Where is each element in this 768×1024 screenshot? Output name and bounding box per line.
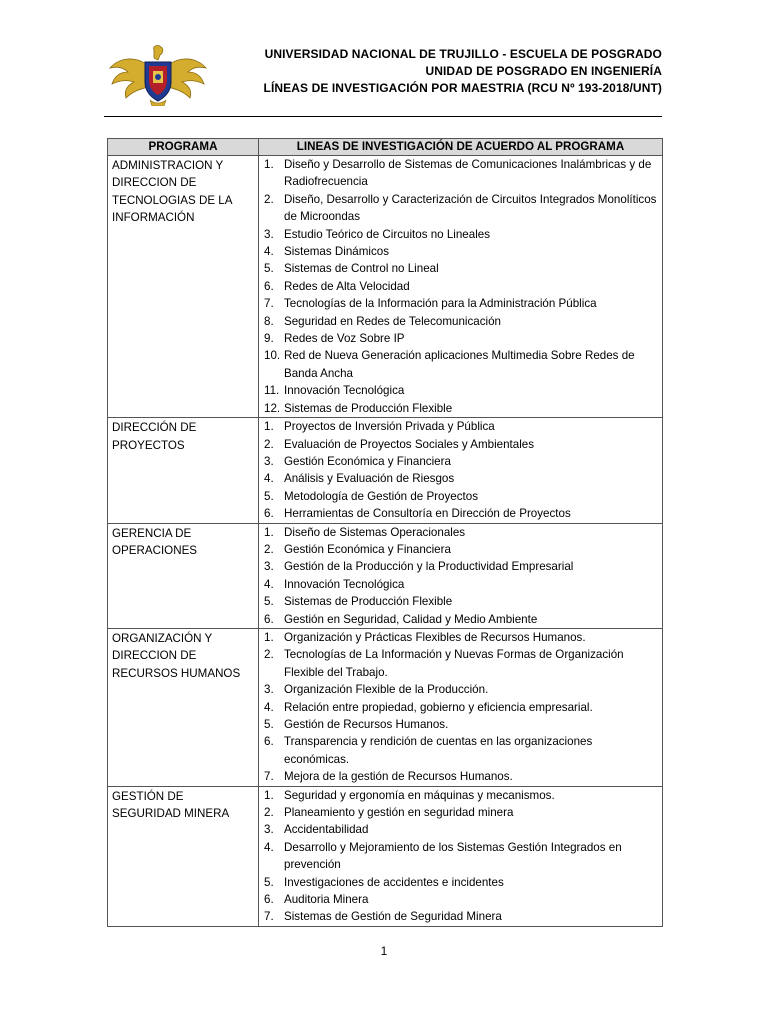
list-item-text: Relación entre propiedad, gobierno y eficiencia empresarial. bbox=[284, 700, 593, 714]
research-lines-list bbox=[259, 787, 662, 926]
list-item bbox=[259, 313, 662, 330]
program-name: GERENCIA DE OPERACIONES bbox=[112, 526, 198, 557]
list-item bbox=[259, 839, 662, 874]
header-university: UNIVERSIDAD NACIONAL DE TRUJILLO - ESCUELA DE POSGRADO bbox=[264, 47, 662, 61]
program-cell bbox=[108, 418, 259, 523]
column-header-lineas: LINEAS DE INVESTIGACIÓN DE ACUERDO AL PROGRAMA bbox=[259, 139, 663, 156]
list-item-text: Herramientas de Consultoría en Dirección de Proyectos bbox=[284, 507, 571, 521]
list-item-text: Metodología de Gestión de Proyectos bbox=[284, 489, 478, 503]
list-item-number: 1. bbox=[264, 630, 274, 644]
list-item bbox=[259, 400, 662, 417]
list-item-text: Tecnologías de La Información y Nuevas Formas de Organización Flexible del Trabajo. bbox=[284, 648, 624, 679]
header-unit: UNIDAD DE POSGRADO EN INGENIERÍA bbox=[425, 64, 662, 78]
list-item-text: Desarrollo y Mejoramiento de los Sistemas Gestión Integrados en prevención bbox=[284, 840, 622, 872]
list-item-text: Gestión Económica y Financiera bbox=[284, 454, 451, 468]
lines-cell bbox=[259, 628, 663, 786]
list-item-number: 4. bbox=[264, 245, 274, 259]
list-item bbox=[259, 453, 662, 470]
list-item bbox=[259, 191, 662, 226]
list-item bbox=[259, 470, 662, 487]
list-item bbox=[259, 243, 662, 260]
list-item-number: 1. bbox=[264, 158, 274, 171]
list-item-number: 7. bbox=[264, 910, 274, 924]
list-item-number: 5. bbox=[264, 489, 274, 503]
program-name: ORGANIZACIÓN Y DIRECCION DE RECURSOS HUMANOS bbox=[112, 631, 241, 680]
list-item-text: Sistemas de Producción Flexible bbox=[284, 401, 453, 415]
list-item-number: 2. bbox=[264, 192, 274, 206]
header-title: LÍNEAS DE INVESTIGACIÓN POR MAESTRIA (RCU Nº 193-2018/UNT) bbox=[263, 81, 662, 95]
list-item-number: 3. bbox=[264, 454, 274, 468]
list-item-number: 6. bbox=[264, 893, 274, 907]
list-item-number: 6. bbox=[264, 507, 274, 521]
list-item bbox=[259, 787, 662, 804]
list-item bbox=[259, 505, 662, 522]
list-item-text: Evaluación de Proyectos Sociales y Ambientales bbox=[284, 437, 535, 451]
list-item-text: Diseño y Desarrollo de Sistemas de Comunicaciones Inalámbricas y de Radiofrecuencia bbox=[284, 158, 652, 189]
list-item bbox=[259, 226, 662, 243]
list-item bbox=[259, 436, 662, 453]
list-item-number: 1. bbox=[264, 525, 274, 539]
list-item bbox=[259, 488, 662, 505]
research-lines-list bbox=[259, 418, 662, 522]
list-item bbox=[259, 716, 662, 733]
list-item bbox=[259, 156, 662, 191]
list-item bbox=[259, 629, 662, 646]
list-item-number: 3. bbox=[264, 683, 274, 697]
page-number: 1 bbox=[380, 944, 388, 958]
program-cell bbox=[108, 523, 259, 628]
program-cell bbox=[108, 628, 259, 786]
list-item bbox=[259, 804, 662, 821]
list-item-text: Accidentabilidad bbox=[284, 823, 369, 837]
list-item-number: 6. bbox=[264, 612, 274, 626]
list-item-number: 5. bbox=[264, 875, 274, 889]
list-item-number: 3. bbox=[264, 560, 274, 574]
table-row bbox=[108, 156, 663, 418]
list-item-number: 9. bbox=[264, 332, 274, 346]
list-item bbox=[259, 646, 662, 681]
university-crest-icon bbox=[106, 44, 210, 106]
table-row bbox=[108, 628, 663, 786]
research-lines-table bbox=[107, 138, 663, 927]
column-header-programa: PROGRAMA bbox=[108, 139, 259, 156]
list-item-text: Mejora de la gestión de Recursos Humanos. bbox=[284, 770, 513, 784]
list-item-text: Sistemas Dinámicos bbox=[284, 245, 390, 259]
list-item-number: 11. bbox=[264, 384, 280, 398]
list-item bbox=[259, 611, 662, 628]
list-item-number: 2. bbox=[264, 806, 274, 820]
list-item-number: 4. bbox=[264, 577, 274, 591]
list-item-text: Auditoria Minera bbox=[284, 893, 369, 907]
list-item-text: Gestión Económica y Financiera bbox=[284, 542, 451, 556]
list-item-text: Sistemas de Control no Lineal bbox=[284, 262, 439, 276]
table-header-row bbox=[108, 139, 663, 156]
list-item-number: 7. bbox=[264, 297, 274, 311]
list-item bbox=[259, 821, 662, 838]
list-item bbox=[259, 908, 662, 925]
list-item bbox=[259, 347, 662, 382]
table-row bbox=[108, 523, 663, 628]
list-item bbox=[259, 541, 662, 558]
lines-cell bbox=[259, 156, 663, 418]
list-item bbox=[259, 681, 662, 698]
list-item-text: Seguridad en Redes de Telecomunicación bbox=[284, 314, 501, 328]
list-item-number: 6. bbox=[264, 279, 274, 293]
list-item-text: Sistemas de Gestión de Seguridad Minera bbox=[284, 910, 502, 924]
list-item-text: Red de Nueva Generación aplicaciones Multimedia Sobre Redes de Banda Ancha bbox=[284, 349, 635, 380]
page-header bbox=[104, 40, 662, 117]
program-name: ADMINISTRACION Y DIRECCION DE TECNOLOGIAS DE LA INFORMACIÓN bbox=[112, 159, 232, 225]
list-item-text: Innovación Tecnológica bbox=[284, 384, 405, 398]
program-name: DIRECCIÓN DE PROYECTOS bbox=[112, 421, 197, 452]
list-item-text: Planeamiento y gestión en seguridad minera bbox=[284, 806, 514, 820]
list-item-number: 4. bbox=[264, 700, 274, 714]
list-item-text: Diseño, Desarrollo y Caracterización de Circuitos Integrados Monolíticos de Microondas bbox=[284, 192, 657, 224]
table-row bbox=[108, 418, 663, 523]
list-item-number: 2. bbox=[264, 542, 274, 556]
list-item-text: Redes de Alta Velocidad bbox=[284, 279, 410, 293]
list-item-number: 6. bbox=[264, 735, 274, 749]
list-item bbox=[259, 382, 662, 399]
list-item bbox=[259, 891, 662, 908]
list-item bbox=[259, 418, 662, 435]
list-item-text: Gestión en Seguridad, Calidad y Medio Ambiente bbox=[284, 612, 538, 626]
list-item-number: 1. bbox=[264, 420, 274, 434]
list-item-text: Innovación Tecnológica bbox=[284, 577, 405, 591]
research-lines-list bbox=[259, 156, 662, 417]
list-item-number: 4. bbox=[264, 472, 274, 486]
list-item bbox=[259, 278, 662, 295]
list-item-text: Organización y Prácticas Flexibles de Recursos Humanos. bbox=[284, 630, 586, 644]
list-item-text: Proyectos de Inversión Privada y Pública bbox=[284, 420, 495, 434]
list-item-number: 3. bbox=[264, 227, 274, 241]
list-item-number: 2. bbox=[264, 437, 274, 451]
list-item-text: Análisis y Evaluación de Riesgos bbox=[284, 472, 455, 486]
list-item-number: 4. bbox=[264, 840, 274, 854]
list-item-number: 7. bbox=[264, 770, 274, 784]
list-item-text: Organización Flexible de la Producción. bbox=[284, 683, 489, 697]
list-item-text: Estudio Teórico de Circuitos no Lineales bbox=[284, 227, 491, 241]
list-item-number: 5. bbox=[264, 262, 274, 276]
program-name: GESTIÓN DE SEGURIDAD MINERA bbox=[112, 789, 230, 821]
list-item-number: 5. bbox=[264, 595, 274, 609]
list-item-text: Seguridad y ergonomía en máquinas y mecanismos. bbox=[284, 788, 555, 802]
list-item-text: Investigaciones de accidentes e incidentes bbox=[284, 875, 504, 889]
list-item-text: Sistemas de Producción Flexible bbox=[284, 595, 453, 609]
list-item-text: Gestión de la Producción y la Productividad Empresarial bbox=[284, 560, 574, 574]
list-item-text: Transparencia y rendición de cuentas en las organizaciones económicas. bbox=[284, 735, 593, 766]
list-item-text: Diseño de Sistemas Operacionales bbox=[284, 525, 466, 539]
program-cell bbox=[108, 786, 259, 926]
table-body bbox=[108, 156, 663, 927]
list-item-text: Tecnologías de la Información para la Administración Pública bbox=[284, 297, 597, 311]
list-item bbox=[259, 295, 662, 312]
list-item bbox=[259, 593, 662, 610]
list-item bbox=[259, 576, 662, 593]
lines-cell bbox=[259, 418, 663, 523]
research-lines-list bbox=[259, 629, 662, 786]
program-cell bbox=[108, 156, 259, 418]
list-item-number: 10. bbox=[264, 349, 281, 363]
list-item-text: Redes de Voz Sobre IP bbox=[284, 332, 405, 346]
list-item bbox=[259, 699, 662, 716]
list-item bbox=[259, 558, 662, 575]
research-lines-list bbox=[259, 524, 662, 628]
list-item bbox=[259, 874, 662, 891]
list-item-number: 1. bbox=[264, 788, 274, 802]
list-item-number: 8. bbox=[264, 314, 274, 328]
list-item-number: 3. bbox=[264, 823, 274, 837]
list-item bbox=[259, 768, 662, 785]
list-item-number: 12. bbox=[264, 401, 281, 415]
list-item-text: Gestión de Recursos Humanos. bbox=[284, 718, 449, 731]
list-item bbox=[259, 733, 662, 768]
list-item-number: 2. bbox=[264, 648, 274, 662]
list-item-number: 5. bbox=[264, 718, 274, 731]
table-row bbox=[108, 786, 663, 926]
lines-cell bbox=[259, 786, 663, 926]
lines-cell bbox=[259, 523, 663, 628]
list-item bbox=[259, 260, 662, 277]
list-item bbox=[259, 330, 662, 347]
list-item bbox=[259, 524, 662, 541]
